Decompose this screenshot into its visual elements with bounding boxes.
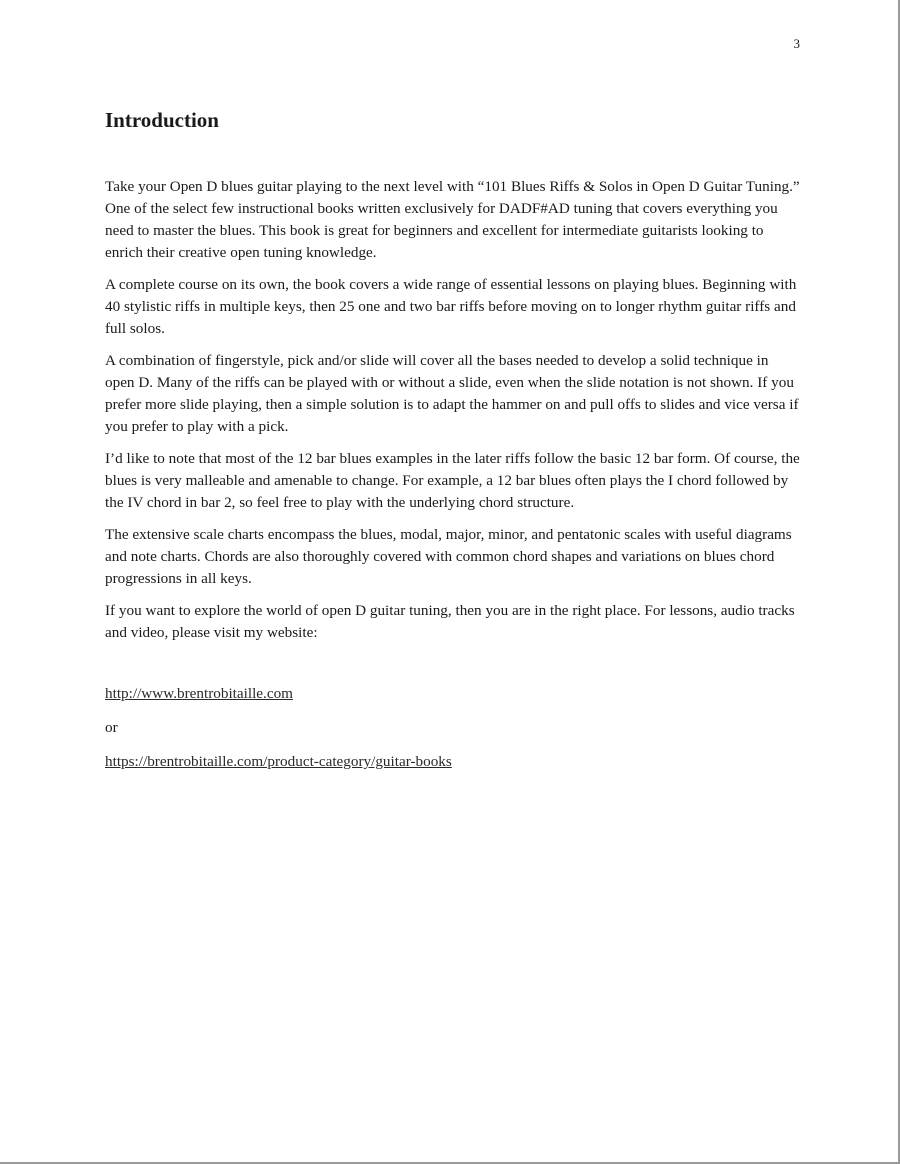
page-title: Introduction bbox=[105, 108, 219, 132]
paragraph-2: A complete course on its own, the book covers a wide range of essential lessons on playing blues. Beginning with 40 stylistic riffs in multiple keys, then 25 one and two bar riffs before moving on to longer rhythm guitar riffs and full solos. bbox=[105, 276, 797, 337]
paragraph-4: I’d like to note that most of the 12 bar blues examples in the later riffs follow the basic 12 bar form. Of course, the blues is very malleable and amenable to change. For example, a 12 bar blues often plays the I chord followed by the IV chord in bar 2, so feel free to play with the underlying chord structure. bbox=[105, 450, 800, 511]
paragraph-1: Take your Open D blues guitar playing to the next level with “101 Blues Riffs & Solos in Open D Guitar Tuning.” One of the select few instructional books written exclusively for DADF#AD tuning that covers everything you need to master the blues. This book is great for beginners and excellent for intermediate guitarists looking to enrich their creative open tuning knowledge. bbox=[105, 178, 800, 261]
paragraph-5: The extensive scale charts encompass the blues, modal, major, minor, and pentatonic scales with useful diagrams and note charts. Chords are also thoroughly covered with common chord shapes and variations on blues chord progressions in all keys. bbox=[105, 526, 792, 587]
link-separator: or bbox=[105, 719, 118, 736]
page-content bbox=[105, 106, 800, 773]
website-link-home[interactable]: http://www.brentrobitaille.com bbox=[105, 685, 293, 702]
intro-body bbox=[105, 176, 800, 644]
paragraph-6: If you want to explore the world of open D guitar tuning, then you are in the right place. For lessons, audio tracks and video, please visit my website: bbox=[105, 602, 795, 641]
website-link-guitar-books[interactable]: https://brentrobitaille.com/product-category/guitar-books bbox=[105, 753, 452, 770]
page-number: 3 bbox=[793, 36, 800, 51]
paragraph-3: A combination of fingerstyle, pick and/or slide will cover all the bases needed to develop a solid technique in open D. Many of the riffs can be played with or without a slide, even when the slide notation is not shown. If you prefer more slide playing, then a simple solution is to adapt the hammer on and pull offs to slides and vice versa if you prefer to play with a pick. bbox=[105, 352, 799, 435]
website-links bbox=[105, 683, 800, 773]
